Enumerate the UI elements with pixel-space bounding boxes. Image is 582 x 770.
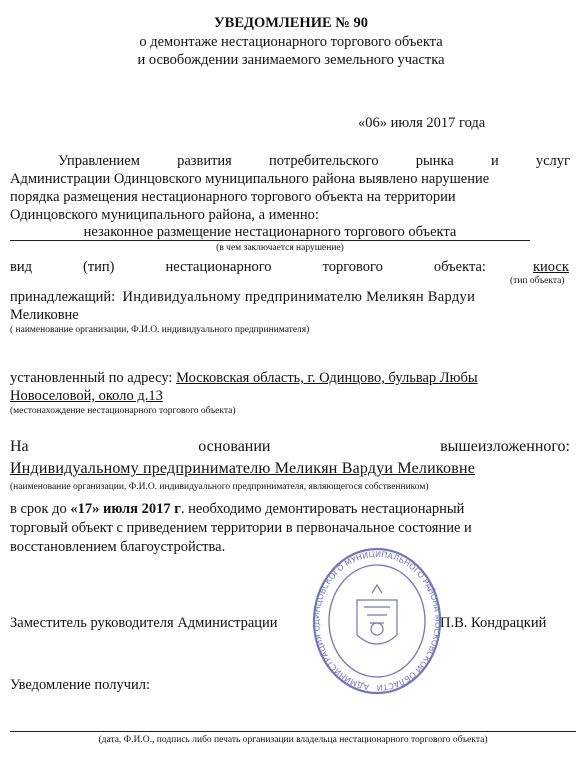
address-label: установленный по адресу: xyxy=(10,370,173,386)
intro-word: и xyxy=(490,153,499,169)
coat-of-arms-icon xyxy=(357,585,397,644)
basis-word: На xyxy=(10,438,29,455)
intro-line1 xyxy=(58,152,570,170)
deadline-prefix: в срок до xyxy=(10,501,71,517)
owner-value-line2: Меликовне xyxy=(10,307,79,323)
intro-word: услуг xyxy=(535,153,570,169)
owner-line1 xyxy=(10,288,475,306)
intro-line3: порядка размещения нестационарного торгового объекта на территории xyxy=(10,189,456,205)
signer-name: П.В. Кондрацкий xyxy=(440,615,547,631)
owner-caption: ( наименование организации, Ф.И.О. индивидуального предпринимателя) xyxy=(10,325,310,335)
official-seal-stamp xyxy=(312,545,442,695)
intro-word: рынка xyxy=(415,153,454,169)
address-value-line2: Новоселовой, около д.13 xyxy=(10,388,163,404)
document-title: УВЕДОМЛЕНИЕ № 90 xyxy=(214,15,368,31)
violation-caption: (в чем заключается нарушение) xyxy=(216,243,344,253)
intro-line2: Администрации Одинцовского муниципального района выявлено нарушение xyxy=(10,171,490,187)
intro-word: потребительского xyxy=(269,153,379,169)
deadline-date: «17» июля 2017 г xyxy=(70,501,181,517)
object-type-word: торгового xyxy=(322,259,383,275)
deadline-line3: восстановлением благоустройства. xyxy=(10,539,226,555)
address-line1 xyxy=(10,369,478,387)
object-type-word: (тип) xyxy=(83,259,115,275)
document-subtitle-line1: о демонтаже нестационарного торгового объекта xyxy=(139,34,443,50)
addressee-caption: (наименование организации, Ф.И.О. индивидуального предпринимателя, являющегося собственником) xyxy=(10,482,429,492)
deadline-rest: . необходимо демонтировать нестационарный xyxy=(180,501,465,517)
violation-value: незаконное размещение нестационарного торгового объекта xyxy=(83,224,457,240)
deadline-line1 xyxy=(10,500,464,518)
basis-line xyxy=(10,438,570,456)
object-type-label xyxy=(10,258,486,276)
addressee-value: Индивидуальному предпринимателю Меликян Вардуи Меликовне xyxy=(10,460,476,477)
object-type-value: киоск xyxy=(533,259,569,275)
address-caption: (местонахождение нестационарного торгового объекта) xyxy=(10,406,236,416)
basis-word: основании xyxy=(198,438,271,455)
object-type-caption: (тип объекта) xyxy=(510,276,565,286)
document-subtitle-line2: и освобождении занимаемого земельного участка xyxy=(137,52,445,68)
violation-underline xyxy=(10,240,530,241)
receipt-underline xyxy=(10,731,576,732)
signer-position: Заместитель руководителя Администрации xyxy=(10,615,278,631)
owner-value: Индивидуальному предпринимателю Меликян Вардуи xyxy=(122,289,476,305)
object-type-word: нестационарного xyxy=(165,259,272,275)
intro-word: Управлением xyxy=(58,153,140,169)
intro-line4: Одинцовского муниципального района, а именно: xyxy=(10,207,319,223)
object-type-word: вид xyxy=(10,259,32,275)
svg-text:АДМИНИСТРАЦИЯ ОДИНЦОВСКОГО МУН: АДМИНИСТРАЦИЯ ОДИНЦОВСКОГО МУНИЦИПАЛЬНОГО РАЙОНА МОСКОВСКОЙ ОБЛАСТИ xyxy=(312,549,442,693)
owner-label: принадлежащий: xyxy=(10,289,116,305)
address-value: Московская область, г. Одинцово, бульвар Любы xyxy=(176,370,478,386)
basis-word: вышеизложенного: xyxy=(440,438,570,455)
deadline-line2: торговый объект с приведением территории в первоначальное состояние и xyxy=(10,520,472,536)
receipt-label: Уведомление получил: xyxy=(10,677,151,693)
intro-word: развития xyxy=(177,153,232,169)
document-date: «06» июля 2017 года xyxy=(358,115,486,131)
object-type-word: объекта: xyxy=(433,259,486,275)
receipt-caption: (дата, Ф.И.О., подпись либо печать организации владельца нестационарного торгового объекта) xyxy=(98,735,488,745)
